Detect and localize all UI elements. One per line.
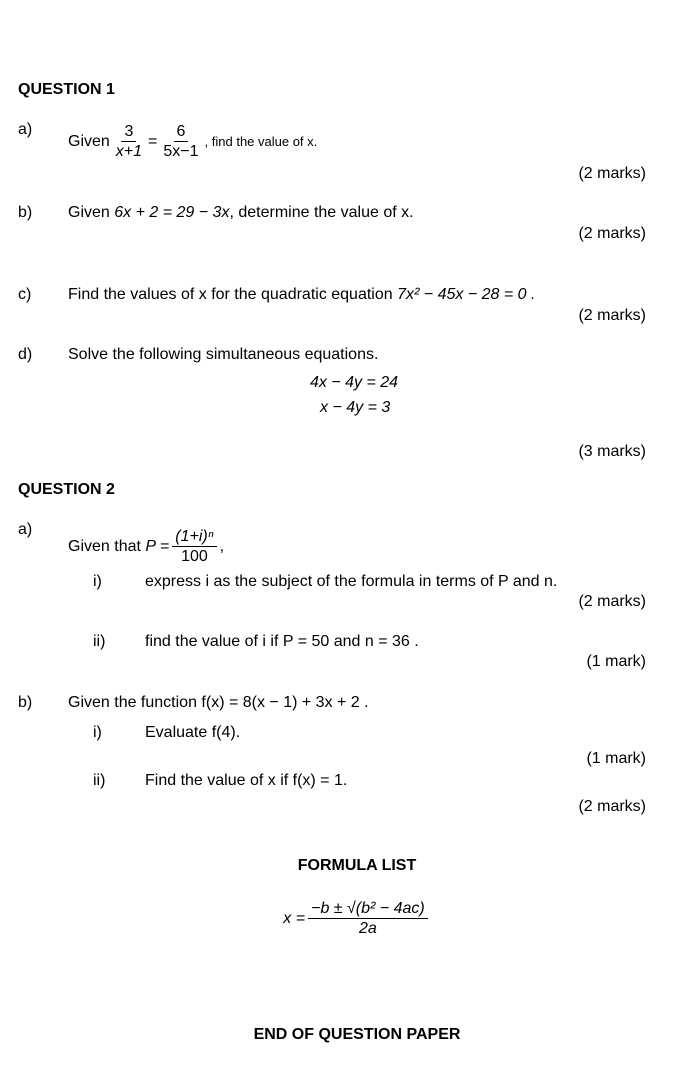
q1b-rest: , determine the value of x. (229, 204, 414, 221)
q1d-label: d) (18, 346, 33, 363)
numerator: −b ± √(b² − 4ac) (308, 900, 428, 919)
numerator: 3 (121, 123, 136, 142)
q2b-i-label: i) (93, 724, 102, 741)
q1d-equation-1: 4x − 4y = 24 (310, 374, 399, 391)
q2a-i-text: express i as the subject of the formula in terms of P and n. (145, 573, 558, 590)
q2a-ii-marks: (1 mark) (586, 653, 646, 670)
comma: , (219, 537, 225, 555)
q2a-label: a) (18, 521, 33, 538)
q1b-expression: 6x + 2 = 29 − 3x (114, 204, 230, 221)
numerator: 6 (174, 123, 189, 142)
q2b-ii-marks: (2 marks) (578, 798, 646, 815)
q1b-given: Given (68, 204, 110, 221)
quadratic-formula (0, 900, 683, 937)
end-of-paper: END OF QUESTION PAPER (253, 1026, 461, 1043)
q1c-question (68, 286, 535, 304)
q1a-fraction-1 (113, 123, 145, 160)
q2a-i-marks: (2 marks) (578, 593, 646, 610)
q2b-ii-text: Find the value of x if f(x) = 1. (145, 772, 348, 789)
q1a-rest: , find the value of x. (204, 133, 318, 149)
q1b-marks: (2 marks) (578, 225, 646, 242)
q2a-fraction (172, 528, 216, 565)
denominator: 100 (181, 548, 208, 565)
q1d-marks: (3 marks) (578, 443, 646, 460)
q1c-expression: 7x² − 45x − 28 = 0 . (397, 286, 536, 303)
q1a-label: a) (18, 121, 33, 138)
formula-fraction (308, 900, 428, 937)
q1a-given: Given (68, 132, 110, 150)
q1a-marks: (2 marks) (578, 165, 646, 182)
q2a-ii-label: ii) (93, 633, 106, 650)
q2b-label: b) (18, 694, 33, 711)
q1c-text: Find the values of x for the quadratic equation (68, 286, 393, 303)
q1a-question (68, 123, 317, 160)
q2b-ii-label: ii) (93, 772, 106, 789)
q1c-label: c) (18, 286, 32, 303)
denominator: x+1 (115, 143, 143, 160)
denominator: 5x−1 (163, 143, 199, 160)
q2a-i-label: i) (93, 573, 102, 590)
formula-lhs: x = (283, 909, 306, 927)
question-1-title: QUESTION 1 (18, 81, 115, 98)
q1b-question (68, 204, 414, 222)
q2a-given: Given that (68, 537, 141, 555)
equals: = (148, 132, 158, 150)
formula-list-title: FORMULA LIST (297, 857, 417, 874)
q2a-lhs: P = (145, 537, 170, 555)
question-2-title: QUESTION 2 (18, 481, 115, 498)
q2a-question (68, 528, 224, 565)
q2b-text: Given the function f(x) = 8(x − 1) + 3x + 2 . (68, 694, 369, 711)
q2b-i-marks: (1 mark) (586, 750, 646, 767)
q2a-ii-text: find the value of i if P = 50 and n = 36 . (145, 633, 419, 650)
numerator: (1+i)ⁿ (172, 528, 216, 547)
denominator: 2a (359, 920, 377, 937)
q1d-equation-2: x − 4y = 3 (320, 399, 391, 416)
q1a-fraction-2 (160, 123, 201, 160)
q2b-i-text: Evaluate f(4). (145, 724, 241, 741)
q1d-text: Solve the following simultaneous equations. (68, 346, 379, 363)
q1b-label: b) (18, 204, 33, 221)
q1c-marks: (2 marks) (578, 307, 646, 324)
